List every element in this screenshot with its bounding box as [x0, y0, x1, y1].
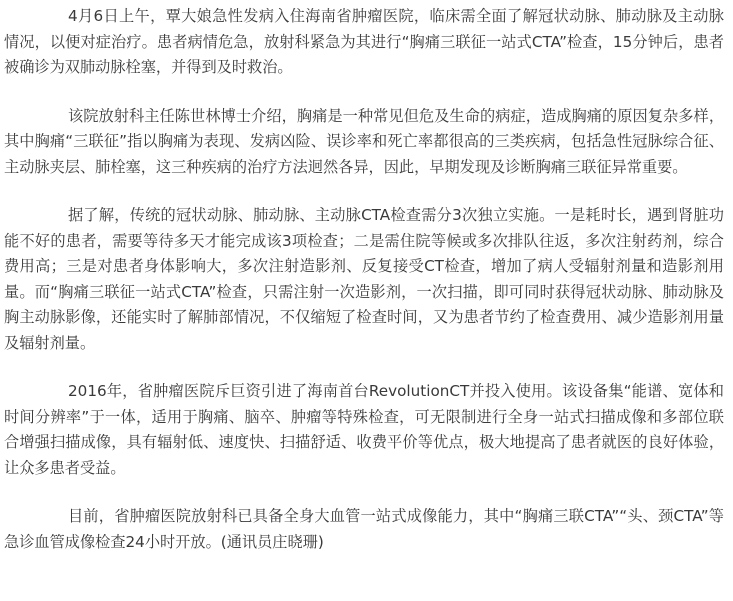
article-paragraph-1: 4月6日上午，覃大娘急性发病入住海南省肿瘤医院，临床需全面了解冠状动脉、肺动脉及主动脉情况，以便对症治疗。患者病情危急，放射科紧急为其进行“胸痛三联征一站式CTA”检查，15分钟后，患者被确诊为双肺动脉栓塞，并得到及时救治。	[4, 7, 724, 76]
article-paragraph-3: 据了解，传统的冠状动脉、肺动脉、主动脉CTA检查需分3次独立实施。一是耗时长，遇到肾脏功能不好的患者，需要等待多天才能完成该3项检查；二是需住院等候或多次排队往返，多次注射药剂，综合费用高；三是对患者身体影响大，多次注射造影剂、反复接受CT检查，增加了病人受辐射剂量和造影剂用量。而“胸痛三联征一站式CTA”检查，只需注射一次造影剂，一次扫描，即可同时获得冠状动脉、肺动脉及胸主动脉影像，还能实时了解肺部情况，不仅缩短了检查时间，又为患者节约了检查费用、减少造影剂用量及辐射剂量。	[4, 206, 724, 352]
article-paragraph-4: 2016年，省肿瘤医院斥巨资引进了海南首台RevolutionCT并投入使用。该设备集“能谱、宽体和时间分辨率”于一体，适用于胸痛、脑卒、肿瘤等特殊检查，可无限制进行全身一站式扫描成像和多部位联合增强扫描成像，具有辐射低、速度快、扫描舒适、收费平价等优点，极大地提高了患者就医的良好体验，让众多患者受益。	[4, 382, 724, 477]
article-body	[4, 4, 724, 555]
article-paragraph-2: 该院放射科主任陈世林博士介绍，胸痛是一种常见但危及生命的病症，造成胸痛的原因复杂多样，其中胸痛“三联征”指以胸痛为表现、发病凶险、误诊率和死亡率都很高的三类疾病，包括急性冠脉综合征、主动脉夹层、肺栓塞，这三种疾病的治疗方法迥然各异，因此，早期发现及诊断胸痛三联征异常重要。	[4, 106, 724, 176]
article-paragraph-5: 目前，省肿瘤医院放射科已具备全身大血管一站式成像能力，其中“胸痛三联CTA”“头、颈CTA”等急诊血管成像检查24小时开放。(通讯员庄晓珊)	[4, 507, 724, 551]
